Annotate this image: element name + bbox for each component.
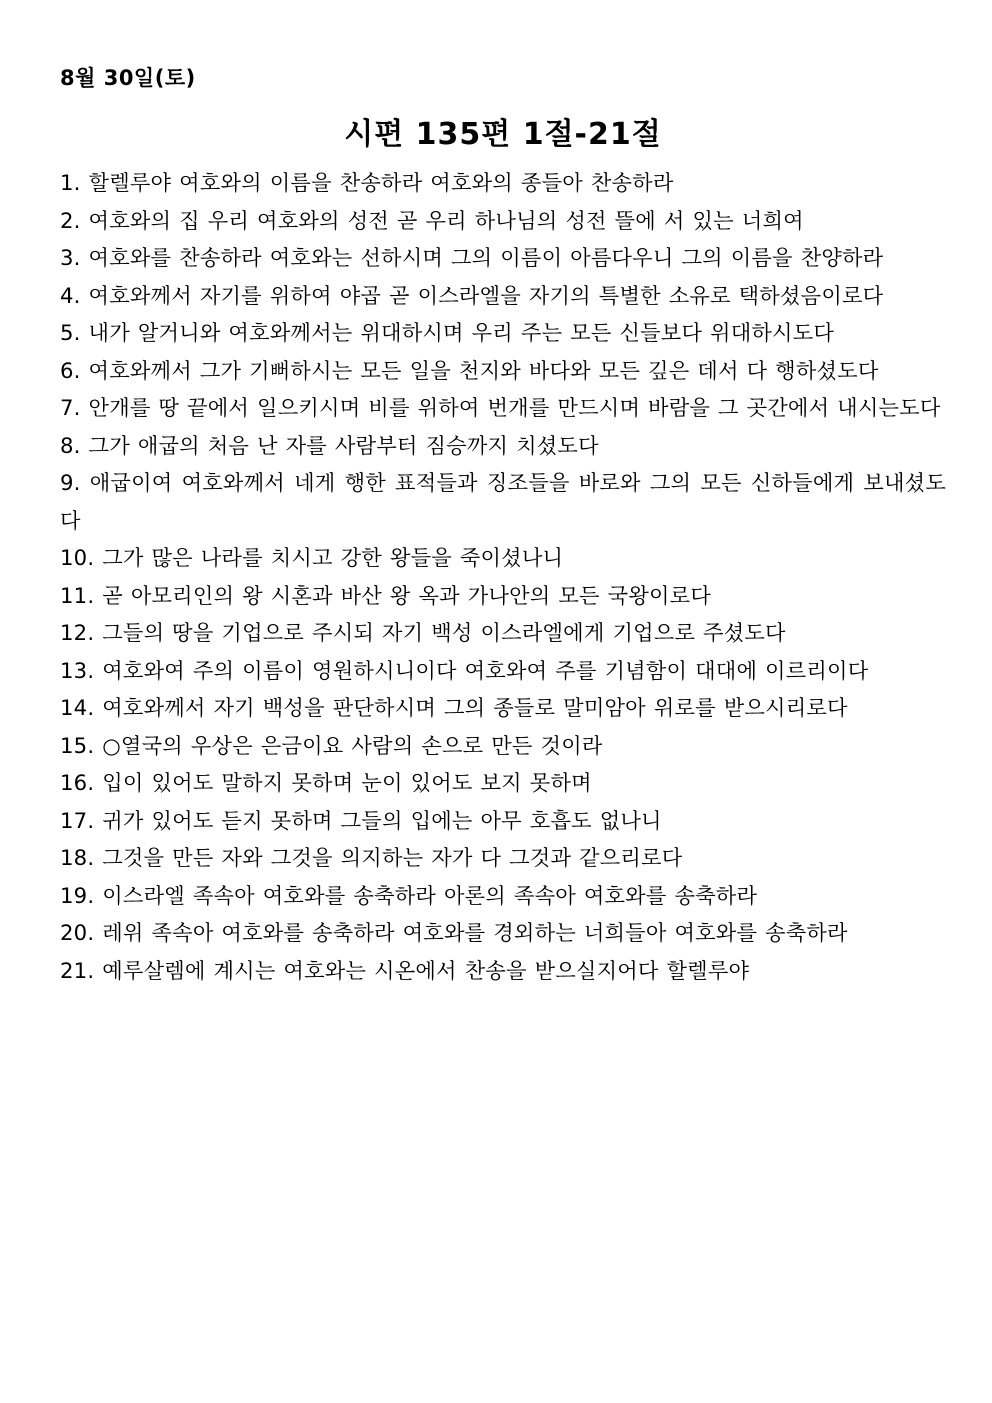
date-heading: 8월 30일(토): [60, 66, 196, 90]
verse-14: 14. 여호와께서 자기 백성을 판단하시며 그의 종들로 말미암아 위로를 받으시리로다: [60, 695, 848, 720]
verse-15: 15. ○열국의 우상은 은금이요 사람의 손으로 만든 것이라: [60, 732, 603, 758]
verse-list: [60, 164, 946, 989]
verse-17: 17. 귀가 있어도 듣지 못하며 그들의 입에는 아무 호흡도 없나니: [60, 807, 662, 833]
verse-9: 9. 애굽이여 여호와께서 네게 행한 표적들과 징조들을 바로와 그의 모든 신하들에게 보내셨도다: [60, 470, 946, 533]
verse-7: 7. 안개를 땅 끝에서 일으키시며 비를 위하여 번개를 만드시며 바람을 그 곳간에서 내시는도다: [60, 395, 941, 420]
verse-8: 8. 그가 애굽의 처음 난 자를 사람부터 짐승까지 치셨도다: [60, 432, 599, 458]
verse-1: 1. 할렐루야 여호와의 이름을 찬송하라 여호와의 종들아 찬송하라: [60, 170, 674, 195]
verse-3: 3. 여호와를 찬송하라 여호와는 선하시며 그의 이름이 아름다우니 그의 이름을 찬양하라: [60, 245, 884, 270]
document-page: [60, 58, 946, 989]
verse-20: 20. 레위 족속아 여호와를 송축하라 여호와를 경외하는 너희들아 여호와를 송축하라: [60, 920, 848, 945]
verse-2: 2. 여호와의 집 우리 여호와의 성전 곧 우리 하나님의 성전 뜰에 서 있는 너희여: [60, 207, 804, 233]
verse-13: 13. 여호와여 주의 이름이 영원하시니이다 여호와여 주를 기념함이 대대에 이르리이다: [60, 657, 869, 683]
verse-21: 21. 예루살렘에 계시는 여호와는 시온에서 찬송을 받으실지어다 할렐루야: [60, 957, 750, 983]
verse-11: 11. 곧 아모리인의 왕 시혼과 바산 왕 옥과 가나안의 모든 국왕이로다: [60, 582, 711, 608]
verse-12: 12. 그들의 땅을 기업으로 주시되 자기 백성 이스라엘에게 기업으로 주셨도다: [60, 620, 786, 645]
verse-6: 6. 여호와께서 그가 기뻐하시는 모든 일을 천지와 바다와 모든 깊은 데서 다 행하셨도다: [60, 357, 879, 383]
verse-19: 19. 이스라엘 족속아 여호와를 송축하라 아론의 족속아 여호와를 송축하라: [60, 882, 758, 908]
verse-18: 18. 그것을 만든 자와 그것을 의지하는 자가 다 그것과 같으리로다: [60, 845, 683, 870]
verse-16: 16. 입이 있어도 말하지 못하며 눈이 있어도 보지 못하며: [60, 770, 592, 795]
verse-5: 5. 내가 알거니와 여호와께서는 위대하시며 우리 주는 모든 신들보다 위대하시도다: [60, 320, 835, 345]
page-title: 시편 135편 1절-21절: [344, 117, 662, 152]
verse-10: 10. 그가 많은 나라를 치시고 강한 왕들을 죽이셨나니: [60, 545, 564, 570]
verse-4: 4. 여호와께서 자기를 위하여 야곱 곧 이스라엘을 자기의 특별한 소유로 택하셨음이로다: [60, 282, 884, 308]
